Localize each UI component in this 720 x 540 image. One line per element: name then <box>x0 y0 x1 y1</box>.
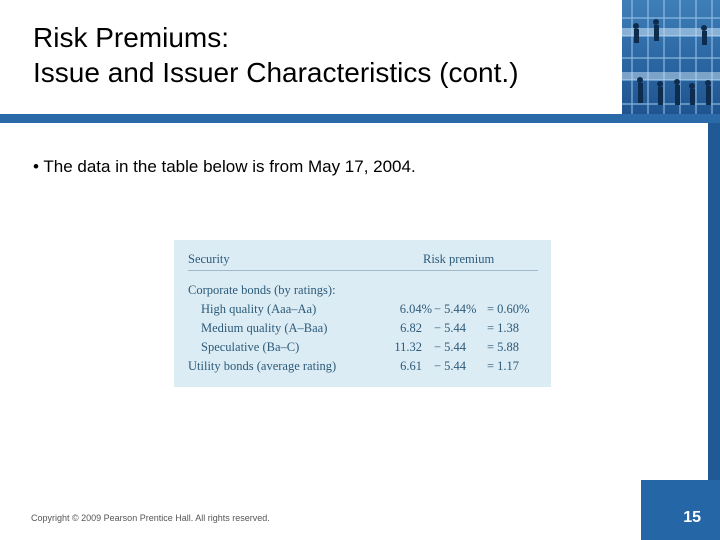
table-row-treasury: − 5.44 <box>434 359 467 373</box>
table-row-treasury: − 5.44% <box>434 302 477 316</box>
table-row-yield: 6.82 <box>400 321 422 335</box>
table-row-security: Medium quality (A–Baa) <box>201 321 328 335</box>
risk-premium-table <box>174 240 551 387</box>
table-row-premium: = 1.38 <box>487 321 520 335</box>
title-line-2: Issue and Issuer Characteristics (cont.) <box>33 57 519 88</box>
slide-title <box>33 20 613 90</box>
bullet-text: • The data in the table below is from May 17, 2004. <box>33 157 416 176</box>
table-header-security: Security <box>188 252 230 266</box>
table-row-premium: = 1.17 <box>487 359 520 373</box>
table-header-rule <box>188 270 538 271</box>
table-row-yield: 11.32 <box>394 340 422 354</box>
table-row-security: Speculative (Ba–C) <box>201 340 300 354</box>
table-row-premium: = 5.88 <box>487 340 520 354</box>
table-row-treasury: − 5.44 <box>434 340 467 354</box>
table-row-security: Utility bonds (average rating) <box>188 359 337 373</box>
header-divider-bar <box>0 114 720 123</box>
right-accent-strip <box>708 123 720 480</box>
table-header-risk-premium: Risk premium <box>423 252 495 266</box>
table-row-security: High quality (Aaa–Aa) <box>201 302 317 316</box>
page-number: 15 <box>683 509 701 526</box>
office-building-photo-icon <box>622 0 720 114</box>
title-line-1: Risk Premiums: <box>33 22 230 53</box>
table-row-yield: 6.04% <box>399 302 432 316</box>
table-row-yield: 6.61 <box>400 359 422 373</box>
table-row-treasury: − 5.44 <box>434 321 467 335</box>
page-number-box <box>641 480 720 540</box>
table-row-premium: = 0.60% <box>487 302 530 316</box>
copyright-notice: Copyright © 2009 Pearson Prentice Hall. All rights reserved. <box>31 513 270 523</box>
table-row-security: Corporate bonds (by ratings): <box>188 283 336 297</box>
